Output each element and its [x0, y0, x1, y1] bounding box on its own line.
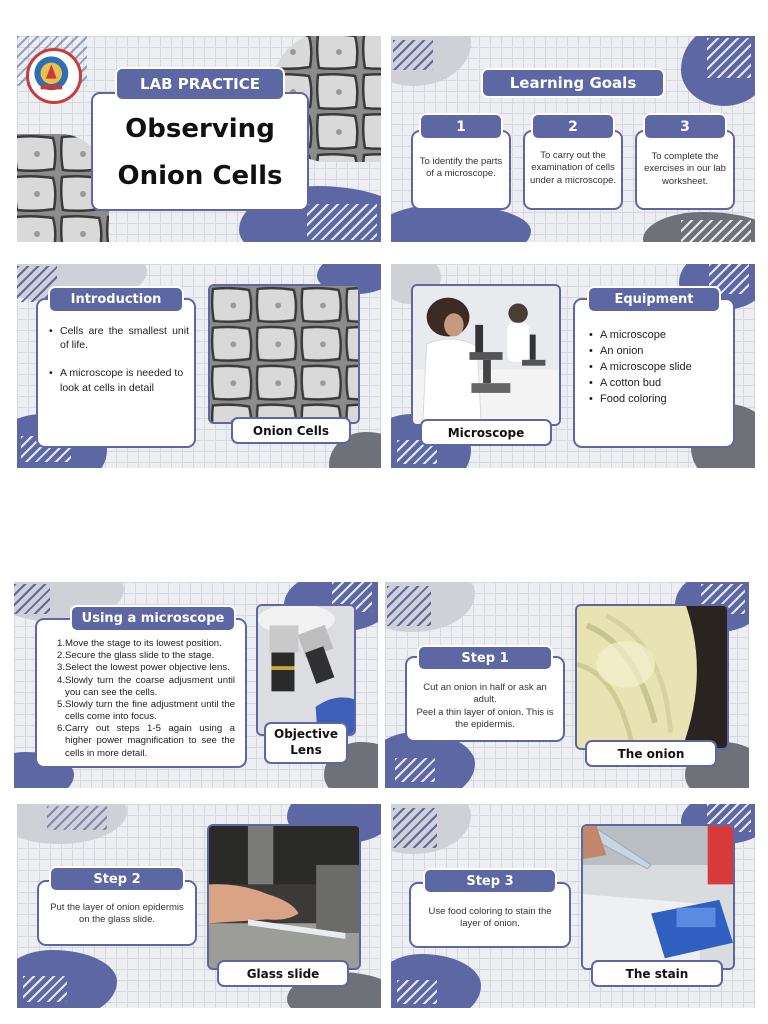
slide-step-3	[391, 804, 755, 1008]
slide-step-1	[385, 582, 749, 788]
goal-text-2: To carry out the examination of cells under a microscope.	[529, 150, 617, 186]
slide-title-line2: Onion Cells	[117, 161, 283, 191]
stain-caption: The stain	[591, 960, 723, 987]
step-1-text: Cut an onion in half or ask an adult. Peel a thin layer of onion. This is the epidermis.	[416, 682, 554, 731]
goal-number-3: 3	[643, 113, 727, 140]
equipment-item: • Food coloring	[589, 392, 729, 408]
slide-using-microscope	[14, 582, 378, 788]
equipment-item: • A microscope slide	[589, 360, 729, 376]
onion-cells-caption: Onion Cells	[231, 417, 351, 444]
step-item: 6. Carry out steps 1-5 again using a higher power magnification to see the cells in more detail.	[57, 723, 235, 759]
decor-hatch	[397, 980, 437, 1004]
equipment-item: • A cotton bud	[589, 376, 729, 392]
glass-slide-caption: Glass slide	[217, 960, 349, 987]
decor-hatch	[393, 808, 437, 848]
equipment-item: • A microscope	[589, 328, 729, 344]
goal-number-1: 1	[419, 113, 503, 140]
slide-equipment	[391, 264, 755, 468]
step-item: 4. Slowly turn the coarse adjusment until you can see the cells.	[57, 674, 235, 698]
slide-introduction	[17, 264, 381, 468]
goal-text-1: To identify the parts of a microscope.	[419, 156, 503, 180]
step-3-title: Step 3	[423, 868, 557, 894]
slide-learning-goals	[391, 36, 755, 242]
onion-cells-image	[208, 284, 360, 424]
slide-title	[17, 36, 381, 242]
slide-step-2	[17, 804, 381, 1008]
equipment-title: Equipment	[587, 286, 721, 313]
microscope-caption: Microscope	[420, 419, 552, 446]
using-microscope-steps	[57, 638, 235, 760]
onion-image	[575, 604, 729, 750]
decor-hatch	[393, 40, 433, 70]
equipment-item: • An onion	[589, 344, 729, 360]
introduction-bullet: • A microscope is needed to look at cells in detail	[49, 366, 189, 394]
step-item: 1. Move the stage to its lowest position.	[57, 638, 222, 649]
decor-hatch	[707, 38, 751, 78]
decor-hatch	[681, 220, 751, 242]
school-emblem-icon	[26, 48, 82, 104]
introduction-title: Introduction	[48, 286, 184, 313]
decor-hatch	[14, 584, 50, 614]
lab-practice-tag: LAB PRACTICE	[115, 67, 285, 101]
onion-caption: The onion	[585, 740, 717, 767]
objective-lens-image	[256, 604, 356, 736]
step-1-title: Step 1	[417, 645, 553, 671]
using-microscope-title: Using a microscope	[70, 605, 236, 632]
decor-hatch	[307, 204, 377, 240]
step-2-text: Put the layer of onion epidermis on the glass slide.	[50, 902, 184, 926]
step-2-title: Step 2	[49, 866, 185, 892]
stain-image	[581, 824, 735, 970]
introduction-bullets	[49, 324, 189, 395]
decor-hatch	[47, 806, 107, 830]
step-3-text: Use food coloring to stain the layer of onion.	[428, 906, 552, 930]
slide-title-line1: Observing	[125, 114, 275, 144]
equipment-list	[589, 328, 729, 408]
microscope-image	[411, 284, 561, 426]
decor-hatch	[395, 758, 435, 782]
decor-hatch	[23, 976, 67, 1002]
learning-goals-title: Learning Goals	[481, 68, 665, 98]
goal-number-2: 2	[531, 113, 615, 140]
step-item: 3. Select the lowest power objective lens.	[57, 662, 230, 674]
goal-text-3: To complete the exercises in our lab worksheet.	[644, 151, 726, 187]
step-item: 2. Secure the glass slide to the stage.	[57, 650, 215, 662]
decor-hatch	[387, 586, 431, 626]
introduction-bullet: • Cells are the smallest unit of life.	[49, 324, 189, 352]
objective-lens-caption: Objective Lens	[264, 722, 348, 764]
title-card	[91, 92, 309, 211]
step-item: 5. Slowly turn the fine adjustment until the cells come into focus.	[57, 698, 235, 723]
glass-slide-image	[207, 824, 361, 970]
